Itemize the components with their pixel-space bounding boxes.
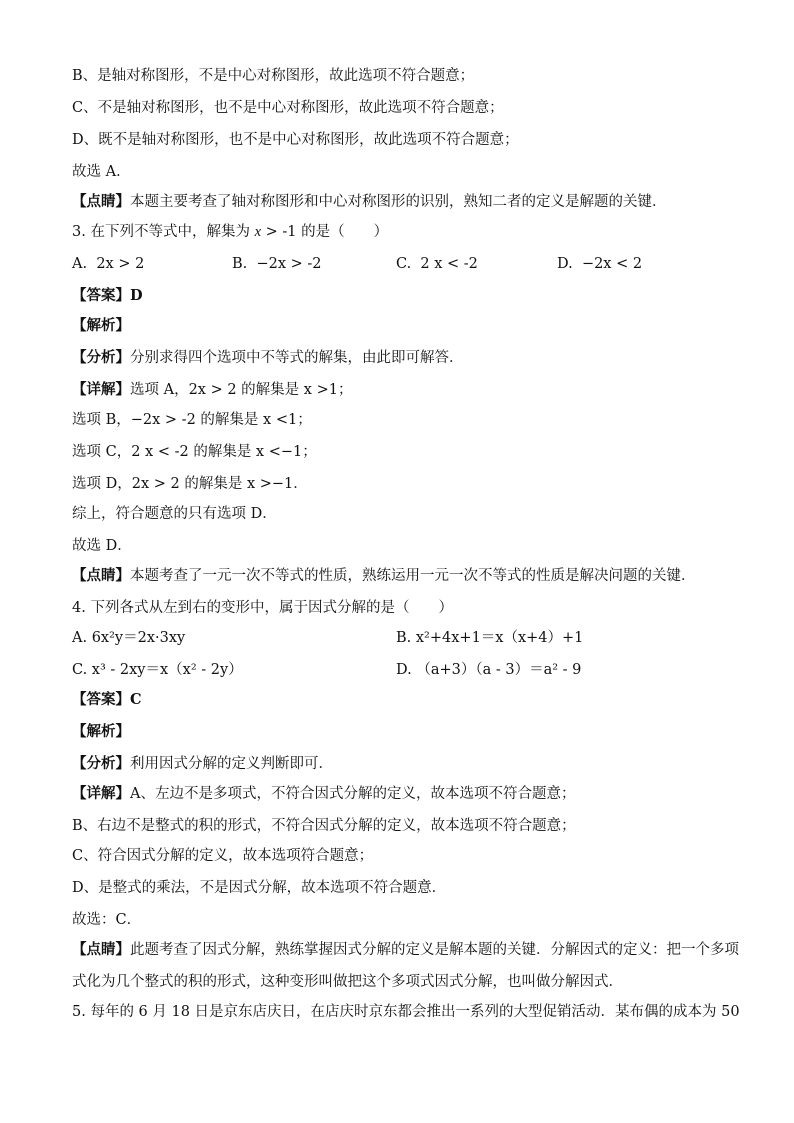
option-label: B. [396, 630, 412, 646]
option-label: A. [72, 256, 88, 272]
q2-option-b-explanation: B、是轴对称图形，不是中心对称图形，故此选项不符合题意； [72, 68, 475, 84]
q4-answer: 【答案】C [72, 691, 142, 708]
q3-step-d: 选项 D，2x > 2 的解集是 x >−1． [72, 476, 308, 492]
detail-tag: 【详解】 [72, 785, 130, 802]
q4-option-a [72, 628, 185, 648]
option-label: C. [72, 662, 88, 678]
q3-summary: 综上，符合题意的只有选项 D． [72, 506, 277, 522]
q4-analysis [72, 754, 714, 774]
q3-option-b [232, 254, 322, 274]
q4-option-d [396, 660, 581, 680]
q4-stem: 4. 下列各式从左到右的变形中，属于因式分解的是（ ） [72, 600, 453, 616]
option-expression: （a+3）（a - 3）＝a² - 9 [416, 662, 582, 678]
q3-stem [72, 222, 714, 242]
comment-text: 本题考查了一元一次不等式的性质，熟练运用一元一次不等式的性质是解决问题的关键． [130, 568, 696, 584]
q2-conclusion: 故选 A． [72, 164, 131, 180]
comment-tag: 【点睛】 [72, 941, 130, 958]
detail-tag: 【详解】 [72, 381, 130, 398]
comment-tag: 【点睛】 [72, 567, 130, 584]
comment-text: 此题考查了因式分解，熟练掌握因式分解的定义是解本题的关键．分解因式的定义：把一个多项 [130, 942, 739, 958]
q2-option-c-explanation: C、不是轴对称图形，也不是中心对称图形，故此选项不符合题意； [72, 100, 504, 116]
q3-option-a [72, 254, 144, 274]
q3-conclusion: 故选 D． [72, 538, 132, 554]
q4-step-c: C、符合因式分解的定义，故本选项符合题意； [72, 848, 374, 864]
option-expression: 2x > 2 [96, 256, 145, 272]
option-label: D. [557, 256, 573, 272]
comment-text: 本题主要考查了轴对称图形和中心对称图形的识别，熟知二者的定义是解题的关键． [130, 194, 667, 210]
option-expression: 6x²y＝2x·3xy [91, 630, 186, 646]
option-label: D. [396, 662, 412, 678]
q2-option-d-explanation: D、既不是轴对称图形，也不是中心对称图形，故此选项不符合题意； [72, 132, 519, 148]
option-expression: −2x > -2 [256, 256, 322, 272]
analysis-tag: 【分析】 [72, 349, 130, 366]
q2-comment [72, 192, 714, 212]
q3-answer: 【答案】D [72, 287, 143, 304]
analysis-tag: 【分析】 [72, 755, 130, 772]
comment-tag: 【点睛】 [72, 193, 130, 210]
analysis-text: 利用因式分解的定义判断即可． [130, 756, 333, 772]
q4-detail [72, 784, 714, 804]
q3-comment [72, 566, 714, 586]
detail-text: A、左边不是多项式，不符合因式分解的定义，故本选项不符合题意； [130, 786, 576, 802]
q3-option-d [557, 254, 642, 274]
q3-analysis-label: 【解析】 [72, 317, 130, 334]
option-expression: x³ - 2xy＝x（x² - 2y） [91, 662, 243, 678]
option-expression: x²+4x+1＝x（x+4）+1 [415, 630, 584, 646]
q4-conclusion: 故选：C． [72, 912, 142, 928]
q4-step-d: D、是整式的乘法，不是因式分解，故本选项不符合题意． [72, 880, 447, 896]
q3-stem-text: 3. 在下列不等式中，解集为 [72, 224, 255, 240]
option-label: B. [232, 256, 248, 272]
q5-stem: 5. 每年的 6 月 18 日是京东店庆日，在店庆时京东都会推出一系列的大型促销活动．某布偶的成本为 50 [72, 1004, 740, 1020]
option-label: C. [396, 256, 412, 272]
q3-step-c: 选项 C，2 x < -2 的解集是 x <−1； [72, 444, 317, 460]
option-expression: −2x < 2 [581, 256, 643, 272]
q3-stem-text-2: > -1 的是（ ） [261, 224, 389, 240]
q4-comment-line-1 [72, 940, 739, 960]
q4-option-b [396, 628, 583, 648]
q3-stem-variable: x [254, 224, 261, 240]
q4-analysis-label: 【解析】 [72, 723, 130, 740]
detail-text: 选项 A，2x > 2 的解集是 x >1； [130, 382, 353, 398]
q3-detail [72, 380, 714, 400]
q3-step-b: 选项 B，−2x > -2 的解集是 x <1； [72, 412, 312, 428]
q4-comment-line-2: 式化为几个整式的积的形式，这种变形叫做把这个多项式因式分解，也叫做分解因式． [72, 974, 623, 990]
q3-option-c [396, 254, 478, 274]
analysis-text: 分别求得四个选项中不等式的解集，由此即可解答． [130, 350, 464, 366]
q3-analysis [72, 348, 714, 368]
option-expression: 2 x < -2 [420, 256, 478, 272]
q4-step-b: B、右边不是整式的积的形式，不符合因式分解的定义，故本选项不符合题意； [72, 818, 576, 834]
q4-option-c [72, 660, 243, 680]
option-label: A. [72, 630, 88, 646]
